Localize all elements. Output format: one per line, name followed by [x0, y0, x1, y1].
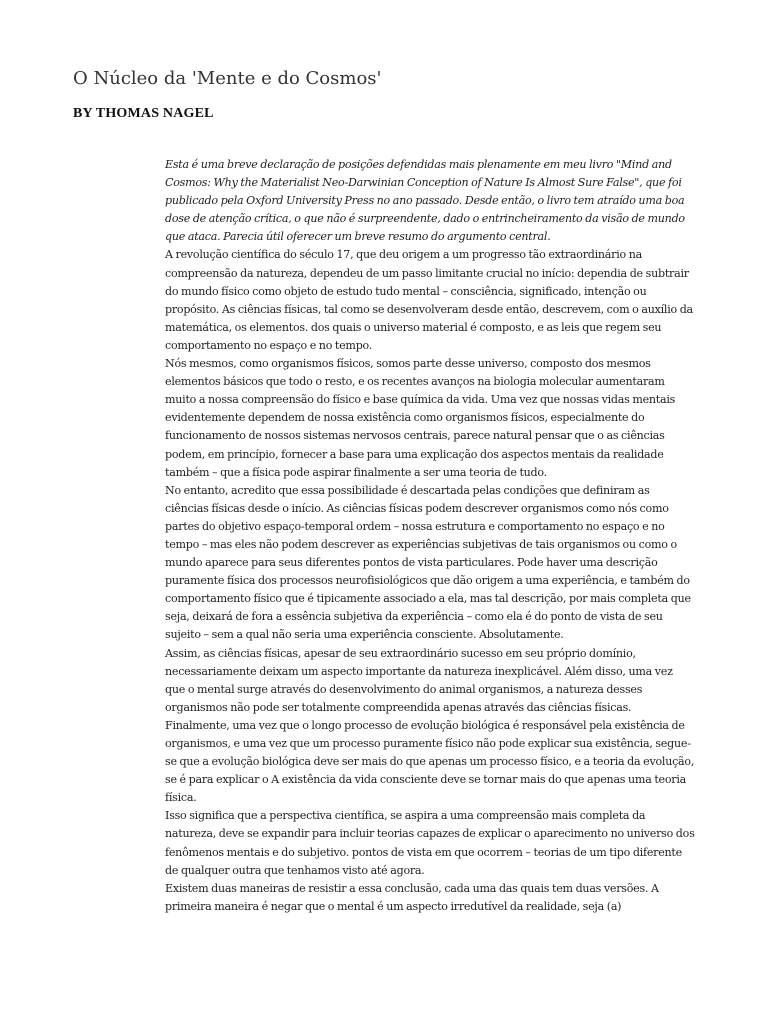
body-paragraph-2: Nós mesmos, como organismos físicos, somos parte desse universo, composto dos mesmos elementos básicos que todo o resto, e os recentes avanços na biologia molecular aumentaram muito a nossa compreensão do físico e base química da vida. Uma vez que nossas vidas mentais evidentemente dependem de nossa existência como organismos físicos, especialmente do funcionamento de nossos sistemas nervosos centrais, parece natural pensar que o as ciências podem, em princípio, fornecer a base para uma explicação dos aspectos mentais da realidade também – que a física pode aspirar finalmente a ser uma teoria de tudo.: [165, 357, 676, 479]
body-paragraph-3: No entanto, acredito que essa possibilidade é descartada pelas condições que definiram as ciências físicas desde o início. As ciências físicas podem descrever organismos como nós como partes do objetivo espaço-temporal ordem – nossa estrutura e comportamento no espaço e no tempo – mas eles não podem descrever as experiências subjetivas de tais organismos ou como o mundo aparece para seus diferentes pontos de vista particulares. Pode haver uma descrição puramente física dos processos neurofisiológicos que dão origem a uma experiência, e também do comportamento físico que é tipicamente associado a ela, mas tal descrição, por mais completa que seja, deixará de fora a essência subjetiva da experiência – como ela é do ponto de vista de seu sujeito – sem a qual não seria uma experiência consciente. Absolutamente.: [165, 483, 691, 642]
article-body: [165, 156, 695, 916]
body-paragraph-6: Existem duas maneiras de resistir a essa conclusão, cada uma das quais tem duas versões. A primeira maneira é negar que o mental é um aspecto irredutível da realidade, seja (a): [165, 881, 659, 913]
intro-paragraph: Esta é uma breve declaração de posições defendidas mais plenamente em meu livro "Mind and Cosmos: Why the Materialist Neo-Darwinian Conception of Nature Is Almost Sure False", que foi publicado pela Oxford University Press no ano passado. Desde então, o livro tem atraído uma boa dose de atenção crítica, o que não é surpreendente, dado o entrincheiramento da visão de mundo que ataca. Parecia útil oferecer um breve resumo do argumento central.: [165, 158, 685, 244]
body-paragraph-4: Assim, as ciências físicas, apesar de seu extraordinário sucesso em seu próprio domínio, necessariamente deixam um aspecto importante da natureza inexplicável. Além disso, uma vez que o mental surge através do desenvolvimento do animal organismos, a natureza desses organismos não pode ser totalmente compreendida apenas através das ciências físicas. Finalmente, uma vez que o longo processo de evolução biológica é responsável pela existência de organismos, e uma vez que um processo puramente físico não pode explicar sua existência, segue-se que a evolução biológica deve ser mais do que apenas um processo físico, e a teoria da evolução, se é para explicar o A existência da vida consciente deve se tornar mais do que apenas uma teoria física.: [165, 646, 695, 805]
author-byline: BY THOMAS NAGEL: [73, 106, 214, 121]
body-paragraph-1: A revolução científica do século 17, que deu origem a um progresso tão extraordinário na compreensão da natureza, dependeu de um passo limitante crucial no início: dependia de subtrair do mundo físico como objeto de estudo tudo mental – consciência, significado, intenção ou propósito. As ciências físicas, tal como se desenvolveram desde então, descrevem, com o auxílio da matemática, os elementos. dos quais o universo material é composto, e as leis que regem seu comportamento no espaço e no tempo.: [165, 248, 693, 352]
page-title: O Núcleo da 'Mente e do Cosmos': [73, 68, 382, 89]
body-paragraph-5: Isso significa que a perspectiva científica, se aspira a uma compreensão mais completa da natureza, deve se expandir para incluir teorias capazes de explicar o aparecimento no universo dos fenômenos mentais e do subjetivo. pontos de vista em que ocorrem – teorias de um tipo diferente de qualquer outra que tenhamos visto até agora.: [165, 809, 695, 877]
